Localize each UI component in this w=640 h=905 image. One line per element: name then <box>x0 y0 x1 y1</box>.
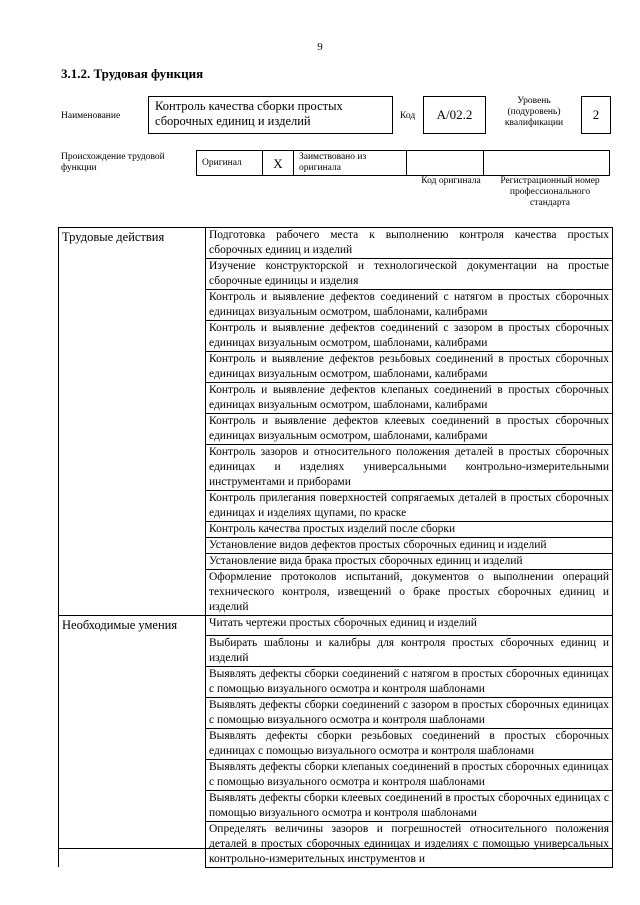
table-row <box>59 570 613 616</box>
table-cell-item: Контроль и выявление дефектов клеевых соединений в простых сборочных единицах визуальным осмотром, шаблонами, калибрами <box>206 414 613 445</box>
original-code-cell <box>407 151 484 176</box>
group-title-continuation <box>59 554 206 570</box>
table-cell-item: Установление видов дефектов простых сборочных единиц и изделий <box>206 538 613 554</box>
code-label: Код <box>400 111 416 121</box>
name-label: Наименование <box>61 111 121 121</box>
group-title: Трудовые действия <box>59 228 206 259</box>
code-caption: Код оригинала <box>421 176 481 186</box>
registration-caption: Регистрационный номер профессионального стандарта <box>500 176 600 208</box>
page-bottom-border <box>58 848 613 849</box>
table-row <box>59 697 613 728</box>
table-row <box>59 759 613 790</box>
table-row <box>59 635 613 666</box>
original-label: Оригинал <box>202 157 242 168</box>
table-row <box>59 491 613 522</box>
table-cell-item: Выявлять дефекты сборки соединений с зазором в простых сборочных единицах с помощью визуального осмотра и контроля шаблонами <box>206 697 613 728</box>
table-cell-item: Выявлять дефекты сборки клеевых соединений в простых сборочных единицах с помощью визуального осмотра и контроля шаблонами <box>206 790 613 821</box>
original-cell <box>197 151 263 176</box>
table-row <box>59 821 613 867</box>
table-cell-item: Контроль и выявление дефектов соединений с зазором в простых сборочных единицах визуальным осмотром, шаблонами, калибрами <box>206 321 613 352</box>
origin-table <box>196 150 610 176</box>
table-row <box>59 290 613 321</box>
group-title-continuation <box>59 666 206 697</box>
group-title-continuation <box>59 383 206 414</box>
table-row <box>59 352 613 383</box>
table-row <box>59 259 613 290</box>
function-name-value: Контроль качества сборки простых сборочных единиц и изделий <box>148 96 393 134</box>
table-cell-item: Установление вида брака простых сборочных единиц и изделий <box>206 554 613 570</box>
table-row <box>59 790 613 821</box>
group-title-continuation <box>59 697 206 728</box>
table-cell-item: Контроль и выявление дефектов резьбовых соединений в простых сборочных единицах визуальным осмотром, шаблонами, калибрами <box>206 352 613 383</box>
table-row <box>59 445 613 491</box>
group-title-continuation <box>59 445 206 491</box>
table-cell-item: Оформление протоколов испытаний, документов о выполнении операций технического контроля, извещений о браке простых сборочных единиц и изделий <box>206 570 613 616</box>
group-title-continuation <box>59 352 206 383</box>
table-row <box>59 554 613 570</box>
group-title-continuation <box>59 570 206 616</box>
borrowed-label: Заимствовано из оригинала <box>294 151 407 176</box>
group-title-continuation <box>59 522 206 538</box>
page-number: 9 <box>317 41 323 53</box>
registration-number-cell <box>484 151 610 176</box>
group-title-continuation <box>59 538 206 554</box>
group-title: Необходимые умения <box>59 616 206 636</box>
group-title-continuation <box>59 790 206 821</box>
table-row <box>59 728 613 759</box>
table-cell-item: Изучение конструкторской и технологической документации на простые сборочные единицы и изделия <box>206 259 613 290</box>
original-mark: X <box>263 151 294 176</box>
table-cell-item: Выявлять дефекты сборки клепаных соединений в простых сборочных единицах с помощью визуального осмотра и контроля шаблонами <box>206 759 613 790</box>
origin-label: Происхождение трудовой функции <box>61 152 165 173</box>
group-title-continuation <box>59 759 206 790</box>
group-title-continuation <box>59 259 206 290</box>
group-title-continuation <box>59 414 206 445</box>
table-cell-item: Подготовка рабочего места к выполнению контроля качества простых сборочных единиц и изделий <box>206 228 613 259</box>
table-row <box>59 321 613 352</box>
labor-actions-table <box>58 227 613 868</box>
level-value: 2 <box>581 96 611 134</box>
table-cell-item: Контроль зазоров и относительного положения деталей в простых сборочных единицах и изделиях универсальными контрольно-измерительными инструментами и приборами <box>206 445 613 491</box>
table-cell-item: Контроль и выявление дефектов клепаных соединений в простых сборочных единицах визуальным осмотром, шаблонами, калибрами <box>206 383 613 414</box>
level-label: Уровень (подуровень) квалификации <box>504 96 564 128</box>
section-title: 3.1.2. Трудовая функция <box>61 66 204 81</box>
table-cell-item: Выявлять дефекты сборки соединений с натягом в простых сборочных единицах с помощью визуального осмотра и контроля шаблонами <box>206 666 613 697</box>
table-cell-item: Контроль и выявление дефектов соединений с натягом в простых сборочных единицах визуальным осмотром, шаблонами, калибрами <box>206 290 613 321</box>
table-cell-item: Читать чертежи простых сборочных единиц и изделий <box>206 616 613 636</box>
table-cell-item: Контроль качества простых изделий после сборки <box>206 522 613 538</box>
table-cell-item: Выбирать шаблоны и калибры для контроля простых сборочных единиц и изделий <box>206 635 613 666</box>
group-title-continuation <box>59 821 206 867</box>
table-row <box>59 414 613 445</box>
table-row <box>59 383 613 414</box>
table-cell-item: Выявлять дефекты сборки резьбовых соединений в простых сборочных единицах с помощью визуального осмотра и контроля шаблонами <box>206 728 613 759</box>
table-row <box>59 666 613 697</box>
group-title-continuation <box>59 290 206 321</box>
table-row <box>59 228 613 259</box>
table-row <box>59 522 613 538</box>
code-value: А/02.2 <box>423 96 486 134</box>
table-row <box>59 538 613 554</box>
group-title-continuation <box>59 491 206 522</box>
group-title-continuation <box>59 728 206 759</box>
table-row <box>59 616 613 636</box>
table-cell-item: Определять величины зазоров и погрешностей относительного положения деталей в простых сборочных единицах и изделиях с помощью универсальных контрольно-измерительных инструментов и <box>206 821 613 867</box>
group-title-continuation <box>59 635 206 666</box>
table-cell-item: Контроль прилегания поверхностей сопрягаемых деталей в простых сборочных единицах и изделиях щупами, по краске <box>206 491 613 522</box>
group-title-continuation <box>59 321 206 352</box>
